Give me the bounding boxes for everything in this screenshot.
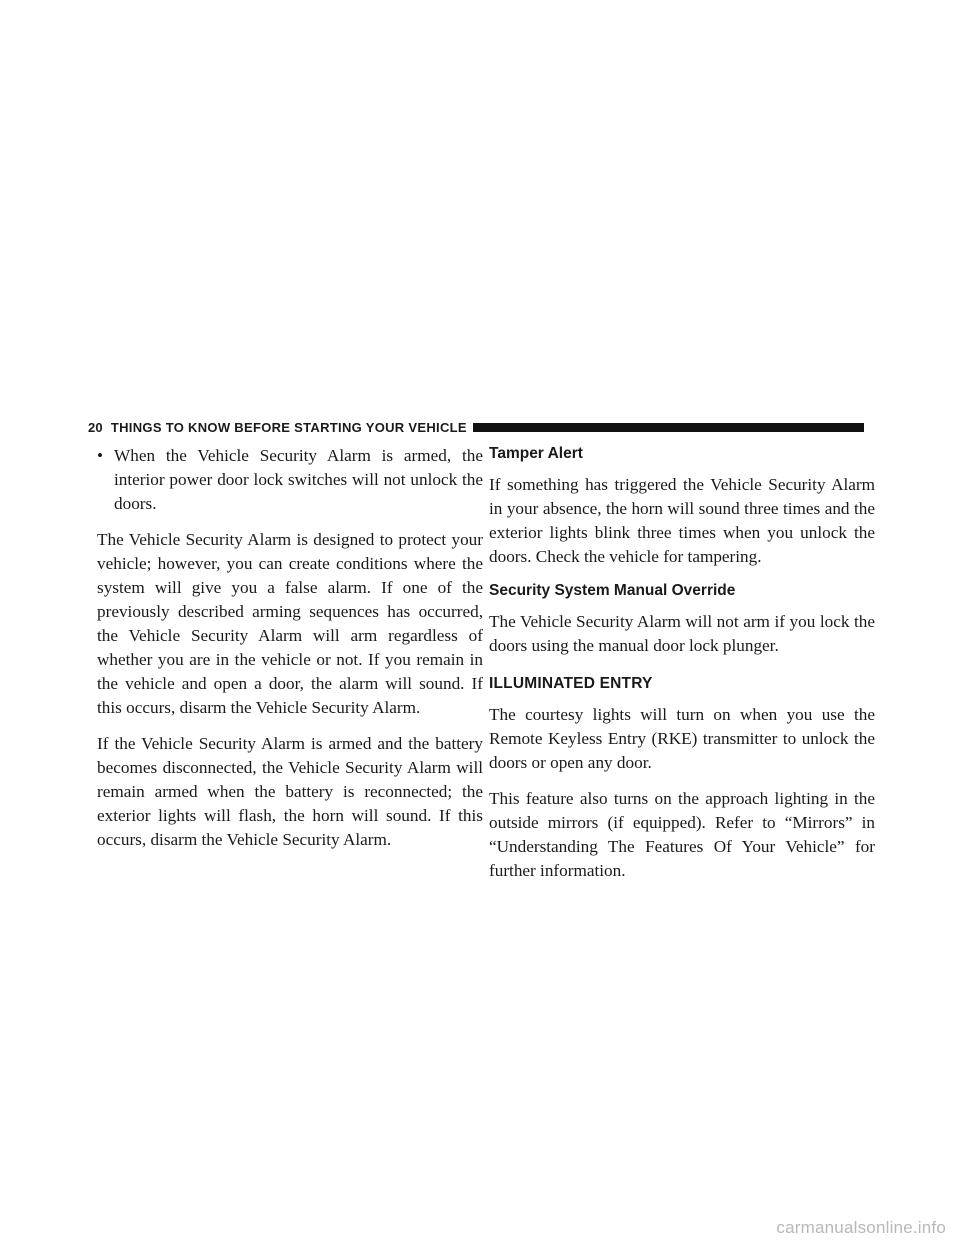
manual-override-heading: Security System Manual Override	[489, 582, 736, 599]
tamper-alert-text: If something has triggered the Vehicle Security Alarm in your absence, the horn will sound three times and the exterior lights blink three times when you unlock the doors. Check the vehicle for tampering.	[489, 475, 875, 566]
page-number: 20	[88, 419, 103, 435]
left-column	[97, 444, 483, 864]
chapter-title: THINGS TO KNOW BEFORE STARTING YOUR VEHICLE	[110, 419, 467, 435]
watermark: carmanualsonline.info	[776, 1218, 946, 1237]
tamper-alert-heading: Tamper Alert	[489, 445, 583, 462]
illuminated-entry-text-1: The courtesy lights will turn on when you use the Remote Keyless Entry (RKE) transmitter to unlock the doors or open any door.	[489, 705, 875, 772]
illuminated-entry-heading: ILLUMINATED ENTRY	[489, 675, 653, 692]
bullet-text: When the Vehicle Security Alarm is armed, the interior power door lock switches will not unlock the doors.	[114, 446, 483, 513]
bullet-icon: •	[97, 446, 104, 465]
paragraph-false-alarm: The Vehicle Security Alarm is designed to protect your vehicle; however, you can create conditions where the system will give you a false alarm. If one of the previously described arming sequences has occurred, the Vehicle Security Alarm will arm regardless of whether you are in the vehicle or not. If you remain in the vehicle and open a door, the alarm will sound. If this occurs, disarm the Vehicle Security Alarm.	[97, 530, 483, 717]
right-column	[489, 444, 875, 895]
header-rule	[473, 423, 864, 432]
paragraph-battery: If the Vehicle Security Alarm is armed and the battery becomes disconnected, the Vehicle Security Alarm will remain armed when the battery is reconnected; the exterior lights will flash, the horn will sound. If this occurs, disarm the Vehicle Security Alarm.	[97, 734, 483, 849]
manual-override-text: The Vehicle Security Alarm will not arm if you lock the doors using the manual door lock plunger.	[489, 612, 875, 655]
illuminated-entry-text-2: This feature also turns on the approach lighting in the outside mirrors (if equipped). Refer to “Mirrors” in “Understanding The Features Of Your Vehicle” for further information.	[489, 789, 875, 880]
bullet-item	[97, 444, 483, 516]
page-header	[88, 416, 864, 438]
